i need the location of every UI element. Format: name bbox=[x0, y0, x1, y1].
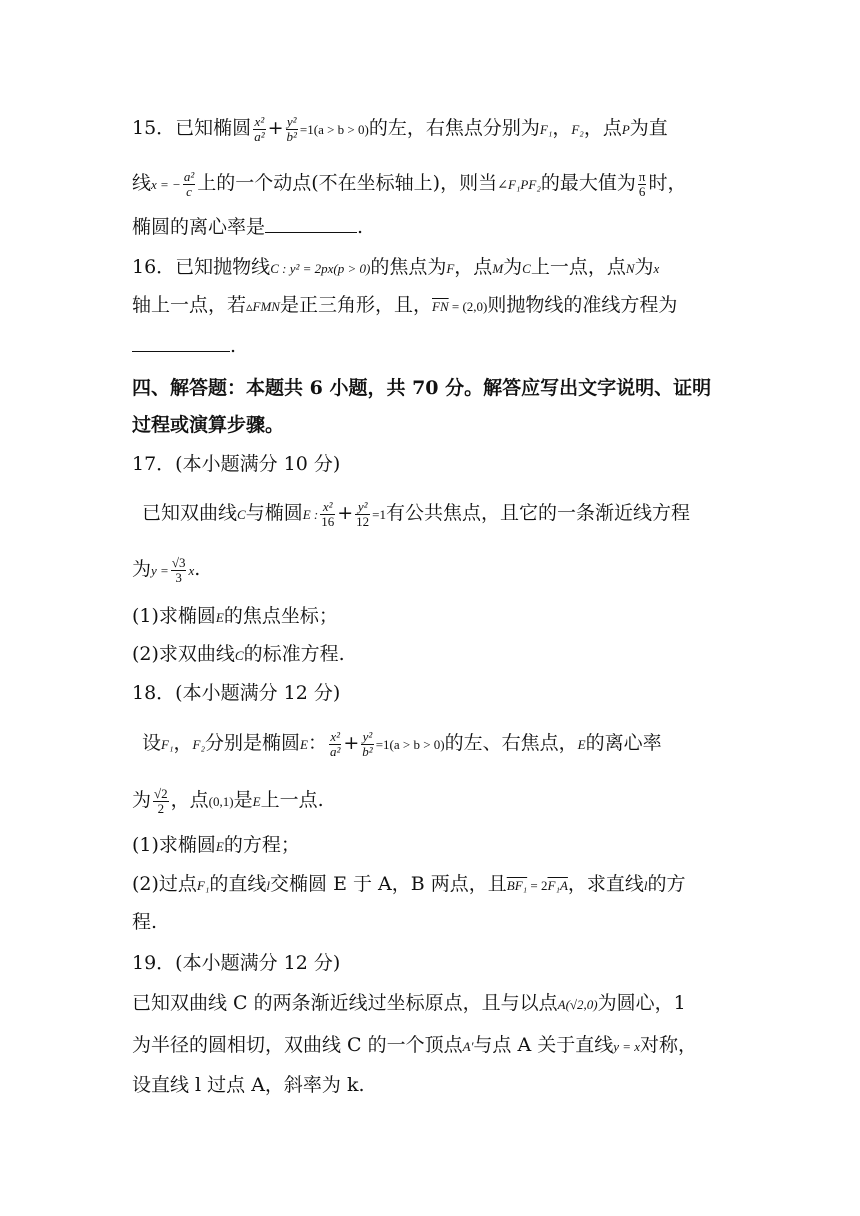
text: 的左、右焦点， bbox=[444, 732, 578, 755]
text: 时， bbox=[648, 172, 687, 195]
text: ，点 bbox=[454, 256, 493, 278]
math-eq: =1(a > b > 0) bbox=[299, 122, 369, 138]
frac-num: y² bbox=[286, 114, 297, 129]
heading-text: 过程或演算步骤。 bbox=[132, 414, 285, 436]
text: 为 bbox=[503, 256, 523, 278]
frac-den: 6 bbox=[638, 183, 646, 199]
frac-num: y² bbox=[355, 500, 370, 515]
text: ，点 bbox=[583, 117, 622, 140]
q15-text: 15．已知椭圆 bbox=[132, 117, 252, 140]
q16-text: 16．已知抛物线 bbox=[132, 256, 271, 278]
frac-den: c bbox=[186, 183, 192, 199]
math-eq: =1(a > b > 0) bbox=[375, 737, 445, 753]
fraction-pi-6 bbox=[638, 170, 647, 198]
q19-heading: 19．(本小题满分 12 分) bbox=[132, 952, 341, 974]
math-A-prime: A′ bbox=[462, 1039, 474, 1054]
text: (2)过点 bbox=[132, 873, 197, 895]
text: 椭圆的离心率是 bbox=[132, 216, 266, 238]
q19-title bbox=[132, 954, 340, 973]
frac-num: y² bbox=[362, 729, 373, 744]
q18-line-2 bbox=[132, 787, 324, 815]
text: 的标准方程. bbox=[243, 643, 345, 665]
fraction-x2-a2 bbox=[329, 730, 341, 758]
q15-line-1: 15．已知椭圆 $\frac{\text{x²}}{\text{a²}}$ + $\frac{\text{y²}}{\text{b²}}$ =1(a > b > 0)的左，右焦点分别为F₁，F₂，点P为直 bbox=[132, 114, 668, 144]
math-l: l bbox=[643, 878, 648, 893]
text: ， bbox=[173, 732, 193, 755]
q18-part-2 bbox=[132, 875, 686, 894]
math-E: E bbox=[299, 737, 308, 753]
frac-den: b² bbox=[362, 743, 373, 759]
text: 为 bbox=[132, 558, 152, 581]
math-eq: = 2 bbox=[527, 878, 548, 893]
text: 轴上一点，若 bbox=[132, 294, 247, 316]
fraction-y2-b2 bbox=[286, 115, 298, 143]
answer-blank bbox=[132, 350, 230, 352]
text: 的直线 bbox=[209, 873, 267, 895]
math-value: = (2,0) bbox=[448, 299, 488, 314]
math-C: C bbox=[237, 507, 246, 523]
text: 为直 bbox=[629, 117, 668, 140]
text: 与点 A 关于直线 bbox=[473, 1034, 614, 1056]
text: (1)求椭圆 bbox=[132, 834, 216, 856]
math-y-eq: y = bbox=[151, 563, 169, 579]
fraction-x2-16 bbox=[320, 500, 335, 528]
math-E: E bbox=[215, 839, 224, 854]
math-x: x bbox=[188, 563, 195, 579]
math-E: E bbox=[252, 794, 261, 810]
section-heading-cont bbox=[132, 416, 284, 435]
q15-line-3 bbox=[132, 218, 363, 237]
fraction-sqrt3-3 bbox=[171, 556, 187, 584]
math-parabola: C : y² = 2px(p > 0) bbox=[270, 261, 371, 276]
math-C: C bbox=[522, 261, 531, 276]
text: 的焦点为 bbox=[370, 256, 447, 278]
frac-den: a² bbox=[329, 743, 341, 759]
heading-text: 四、解答题：本题共 6 小题，共 70 分。解答应写出文字说明、证明 bbox=[132, 377, 712, 399]
text: ： bbox=[307, 732, 327, 755]
frac-den: 12 bbox=[356, 513, 370, 529]
q18-heading: 18．(本小题满分 12 分) bbox=[132, 682, 341, 704]
frac-den: 2 bbox=[157, 800, 165, 816]
frac-num: √2 bbox=[154, 786, 168, 801]
math-x: x bbox=[653, 261, 660, 276]
text: 设 bbox=[142, 732, 162, 755]
math-C: C bbox=[234, 648, 244, 663]
frac-num: x² bbox=[254, 114, 265, 129]
text: 则抛物线的准线方程为 bbox=[487, 294, 678, 316]
text: 上一点，点 bbox=[530, 256, 626, 278]
fraction-x2-a2 bbox=[253, 115, 265, 143]
frac-den: 16 bbox=[321, 513, 335, 529]
text: 的焦点坐标； bbox=[223, 605, 338, 627]
math-y-eq-x: y = x bbox=[613, 1039, 641, 1054]
text: ，点 bbox=[170, 789, 209, 812]
math-F: F bbox=[446, 261, 455, 276]
answer-blank bbox=[265, 231, 357, 233]
q19-line-2 bbox=[132, 1036, 697, 1055]
section-heading bbox=[132, 379, 711, 398]
q18-line-1: 设F₁，F₂分别是椭圆E： $\frac{\text{x²}}{\text{a²}}$ + $\frac{\text{y²}}{\text{b²}}$ =1(a > b > 0)的左、右焦点，E的离心率 bbox=[142, 729, 662, 759]
frac-num: x² bbox=[320, 500, 335, 515]
text: . bbox=[194, 558, 201, 581]
math-F2: F₂ bbox=[571, 122, 584, 138]
text: 程. bbox=[132, 911, 158, 933]
math-eq: =1 bbox=[372, 507, 386, 523]
text: 有公共焦点，且它的一条渐近线方程 bbox=[386, 502, 691, 525]
q16-line-1 bbox=[132, 258, 659, 277]
text: 为圆心，1 bbox=[597, 992, 686, 1014]
math-E: E : bbox=[302, 507, 319, 523]
q16-line-2 bbox=[132, 296, 677, 315]
q16-line-3 bbox=[132, 337, 236, 356]
fraction-y2-b2 bbox=[361, 730, 373, 758]
q19-line-3 bbox=[132, 1076, 365, 1095]
q17-part-1 bbox=[132, 607, 338, 626]
math-E: E bbox=[577, 737, 586, 753]
math-x-eq: x = − bbox=[151, 177, 181, 193]
q19-line-1 bbox=[132, 994, 686, 1013]
q18-line-end bbox=[132, 913, 157, 932]
q17-part-2 bbox=[132, 645, 345, 664]
q18-title bbox=[132, 684, 340, 703]
math-point-A: A(√2,0) bbox=[557, 997, 598, 1012]
math-triangle: ▵FMN bbox=[246, 299, 280, 314]
text: 的方 bbox=[647, 873, 686, 895]
text: 上的一个动点(不在坐标轴上)，则当 bbox=[197, 172, 498, 195]
text: 的离心率 bbox=[585, 732, 662, 755]
text: 与椭圆 bbox=[245, 502, 303, 525]
q17-title bbox=[132, 455, 340, 474]
frac-num: x² bbox=[330, 729, 340, 744]
text: 为 bbox=[634, 256, 654, 278]
math-M: M bbox=[492, 261, 504, 276]
math-vector-F1A: F₁A bbox=[547, 878, 568, 893]
math-N: N bbox=[625, 261, 635, 276]
text: 为半径的圆相切，双曲线 C 的一个顶点 bbox=[132, 1034, 463, 1056]
text: 设直线 l 过点 A，斜率为 k. bbox=[132, 1074, 365, 1096]
frac-num: a² bbox=[183, 169, 195, 184]
q18-part-1 bbox=[132, 836, 300, 855]
text: 上一点. bbox=[260, 789, 324, 812]
frac-den: b² bbox=[286, 128, 297, 144]
math-l: l bbox=[266, 878, 271, 893]
text: 分别是椭圆 bbox=[204, 732, 300, 755]
text: 对称， bbox=[640, 1034, 698, 1056]
math-F1: F₁ bbox=[161, 737, 174, 753]
text: . bbox=[230, 335, 237, 357]
frac-num: √3 bbox=[171, 555, 186, 570]
text: 是 bbox=[233, 789, 253, 812]
q17-line-2 bbox=[132, 556, 200, 584]
text: . bbox=[357, 216, 364, 238]
math-F1: F₁ bbox=[196, 878, 210, 893]
q15-line-2 bbox=[132, 170, 686, 198]
fraction-a2-c bbox=[183, 170, 195, 198]
math-vector-FN: $\overline{FN}$ bbox=[432, 299, 449, 314]
q17-heading: 17．(本小题满分 10 分) bbox=[132, 453, 341, 475]
frac-den: a² bbox=[254, 128, 265, 144]
math-P: P bbox=[621, 122, 630, 138]
text: 的方程； bbox=[223, 834, 300, 856]
math-angle: ∠F₁PF₂ bbox=[497, 177, 541, 193]
text: ，求直线 bbox=[567, 873, 644, 895]
frac-den: 3 bbox=[175, 569, 182, 585]
math-vector-BF1: BF₁ bbox=[506, 878, 528, 893]
text: 为 bbox=[132, 789, 152, 812]
text: (1)求椭圆 bbox=[132, 605, 216, 627]
text: 的最大值为 bbox=[540, 172, 636, 195]
text: 的左，右焦点分别为 bbox=[368, 117, 540, 140]
text: 线 bbox=[132, 172, 152, 195]
text: 是正三角形，且， bbox=[279, 294, 432, 316]
math-point: (0,1) bbox=[208, 794, 234, 810]
text: (2)求双曲线 bbox=[132, 643, 235, 665]
fraction-y2-12 bbox=[355, 500, 370, 528]
math-F1: F₁ bbox=[539, 122, 553, 138]
text: 交椭圆 E 于 A，B 两点，且 bbox=[270, 873, 507, 895]
math-F2: F₂ bbox=[192, 737, 205, 753]
q17-line-1: 已知双曲线C与椭圆E : $\frac{\text{x²}}{16}$ + $\frac{\text{y²}}{12}$ =1有公共焦点，且它的一条渐近线方程 bbox=[142, 499, 691, 529]
text: 已知双曲线 C 的两条渐近线过坐标原点，且与以点 bbox=[132, 992, 558, 1014]
math-E: E bbox=[215, 610, 224, 625]
text: 已知双曲线 bbox=[142, 502, 238, 525]
fraction-sqrt2-2 bbox=[153, 787, 169, 815]
comma: ， bbox=[552, 117, 572, 140]
frac-num: π bbox=[638, 169, 646, 184]
